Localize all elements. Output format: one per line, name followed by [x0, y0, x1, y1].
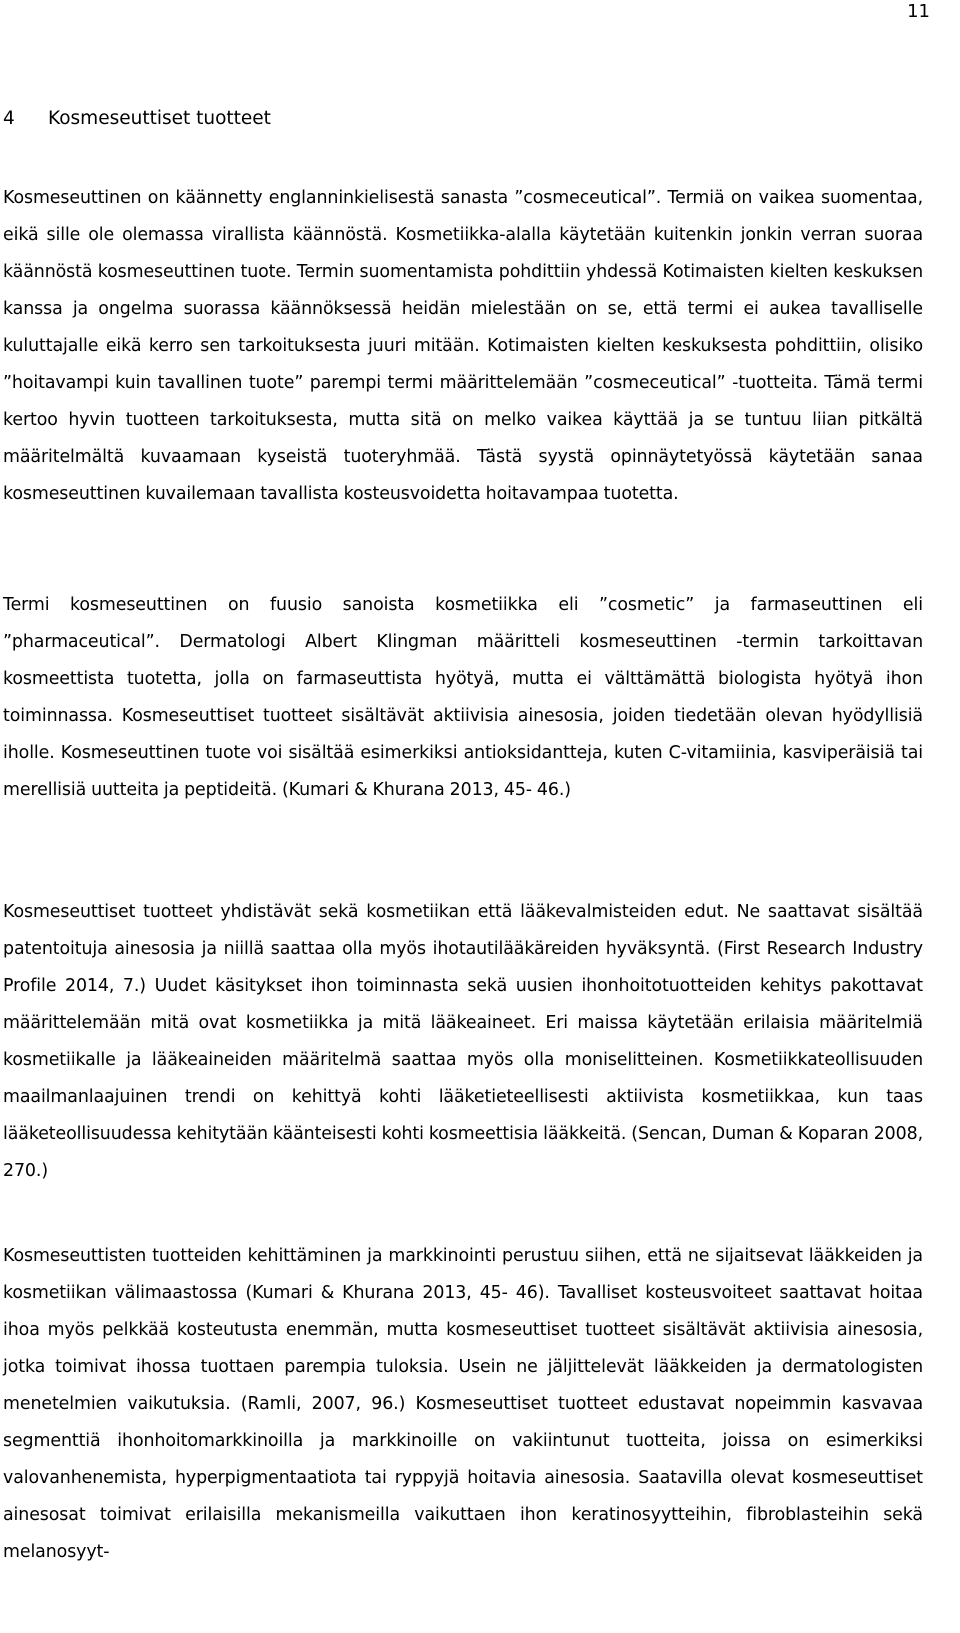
- paragraph-3: [3, 894, 923, 1190]
- paragraph-text: Kosmeseuttinen on käännetty englanninkielisestä sanasta ”cosmeceutical”. Termiä on vaikea suomentaa, eikä sille ole olemassa virallista käännöstä. Kosmetiikka-alalla käytetään kuitenkin jonkin verran suoraa käännöstä kosmeseuttinen tuote. Termin suomentamista pohdittiin yhdessä Kotimaisten kielten keskuksen kanssa ja ongelma suorassa käännöksessä heidän mielestään on se, että termi ei aukea tavalliselle kuluttajalle eikä kerro sen tarkoituksesta juuri mitään. Kotimaisten kielten keskuksesta pohdittiin, olisiko ”hoitavampi kuin tavallinen tuote” parempi termi määrittelemään ”cosmeceutical” -tuotteita. Tämä termi kertoo hyvin tuotteen tarkoituksesta, mutta sitä on melko vaikea käyttää ja se tuntuu liian pitkältä määritelmältä kuvaamaan kyseistä tuoteryhmää. Tästä syystä opinnäytetyössä käytetään sanaa kosmeseuttinen kuvailemaan tavallista kosteusvoidetta hoitavampaa tuotetta.: [3, 188, 923, 504]
- paragraph-1: [3, 180, 923, 513]
- section-title: Kosmeseuttiset tuotteet: [48, 108, 271, 129]
- paragraph-2: [3, 587, 923, 809]
- paragraph-text: Kosmeseuttisten tuotteiden kehittäminen ja markkinointi perustuu siihen, että ne sijaitsevat lääkkeiden ja kosmetiikan välimaastossa (Kumari & Khurana 2013, 45- 46). Tavalliset kosteusvoiteet saattavat hoitaa ihoa myös pelkkää kosteutusta enemmän, mutta kosmeseuttiset tuotteet sisältävät aktiivisia ainesosia, jotka toimivat ihossa tuottaen parempia tuloksia. Usein ne jäljittelevät lääkkeiden ja dermatologisten menetelmien vaikutuksia. (Ramli, 2007, 96.) Kosmeseuttiset tuotteet edustavat nopeimmin kasvavaa segmenttiä ihonhoitomarkkinoilla ja markkinoille on vakiintunut tuotteita, joissa on esimerkiksi valovanhenemista, hyperpigmentaatiota tai ryppyjä hoitavia ainesosia. Saatavilla olevat kosmeseuttiset ainesosat toimivat erilaisilla mekanismeilla vaikuttaen ihon keratinosyytteihin, fibroblasteihin sekä melanosyyt-: [3, 1246, 923, 1562]
- paragraph-text: Kosmeseuttiset tuotteet yhdistävät sekä kosmetiikan että lääkevalmisteiden edut. Ne saattavat sisältää patentoituja ainesosia ja niillä saattaa olla myös ihotautilääkäreiden hyväksyntä. (First Research Industry Profile 2014, 7.) Uudet käsitykset ihon toiminnasta sekä uusien ihonhoitotuotteiden kehitys pakottavat määrittelemään mitä ovat kosmetiikka ja mitä lääkeaineet. Eri maissa käytetään erilaisia määritelmiä kosmetiikalle ja lääkeaineiden määritelmä saattaa myös olla moniselitteinen. Kosmetiikkateollisuuden maailmanlaajuinen trendi on kehittyä kohti lääketieteellisesti aktiivista kosmetiikkaa, kun taas lääketeollisuudessa kehitytään käänteisesti kohti kosmeettisia lääkkeitä. (Sencan, Duman & Koparan 2008, 270.): [3, 902, 923, 1181]
- paragraph-text: Termi kosmeseuttinen on fuusio sanoista kosmetiikka eli ”cosmetic” ja farmaseuttinen eli ”pharmaceutical”. Dermatologi Albert Klingman määritteli kosmeseuttinen -termin tarkoittavan kosmeettista tuotetta, jolla on farmaseuttista hyötyä, mutta ei välttämättä biologista hyötyä ihon toiminnassa. Kosmeseuttiset tuotteet sisältävät aktiivisia ainesosia, joiden tiedetään olevan hyödyllisiä iholle. Kosmeseuttinen tuote voi sisältää esimerkiksi antioksidantteja, kuten C-vitamiinia, kasviperäisiä tai merellisiä uutteita ja peptideitä. (Kumari & Khurana 2013, 45- 46.): [3, 595, 923, 800]
- section-number: 4: [3, 108, 15, 129]
- paragraph-4: [3, 1238, 923, 1571]
- section-heading: [3, 106, 271, 132]
- page-number: 11: [907, 1, 930, 22]
